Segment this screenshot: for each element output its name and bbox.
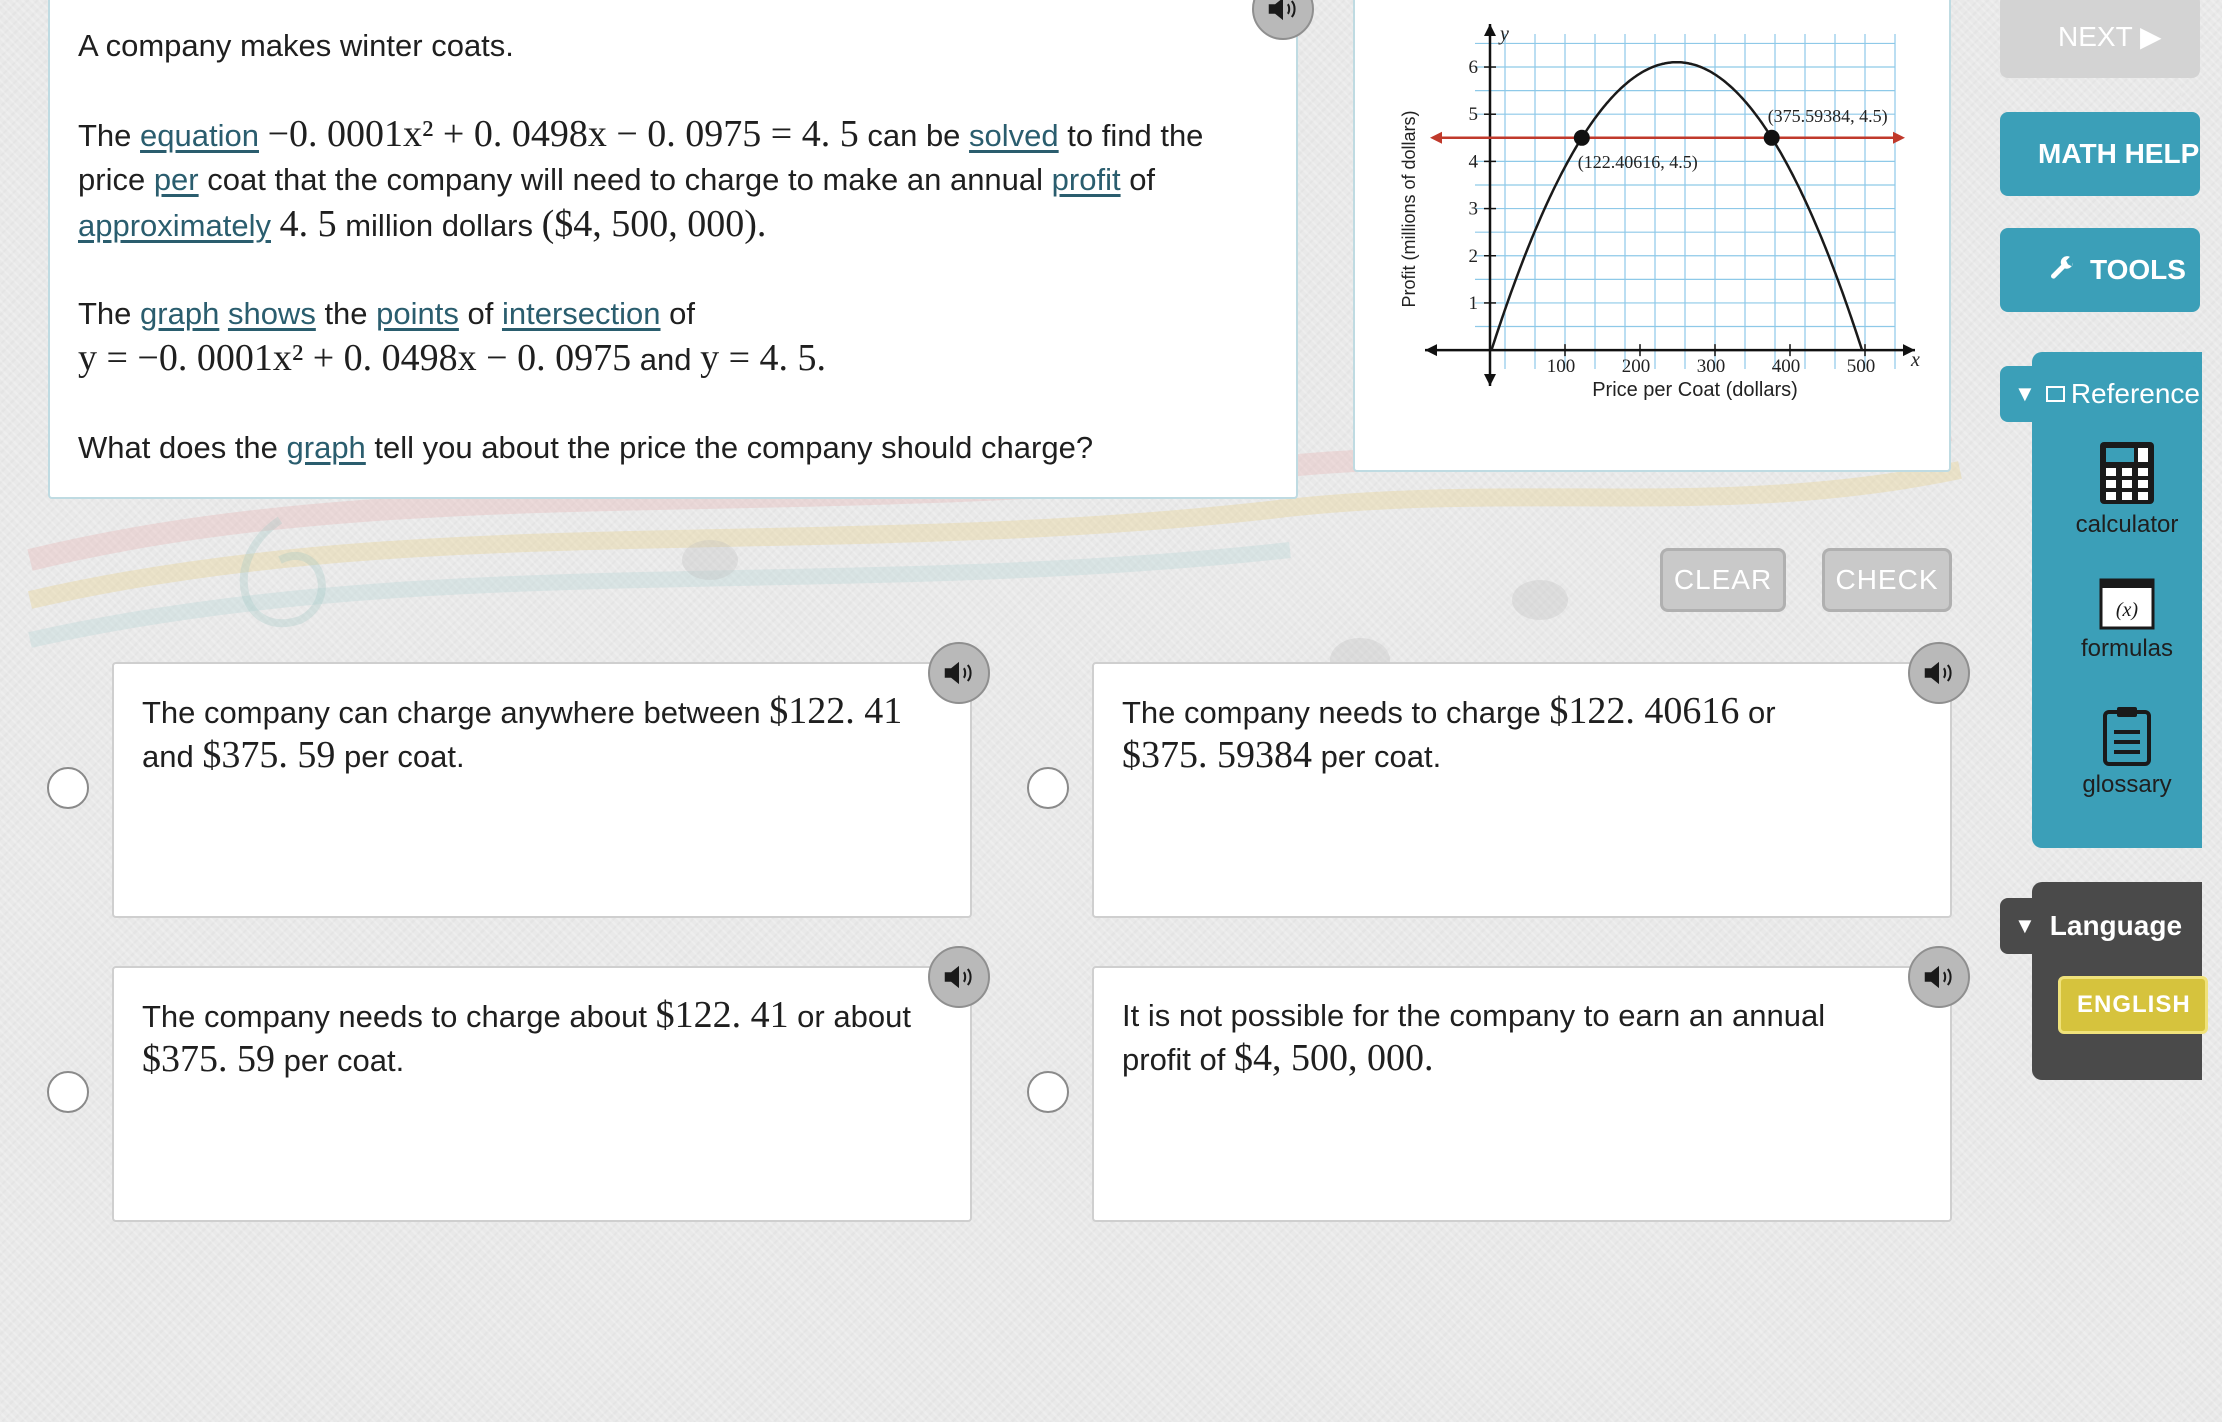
glossary-link-intersection[interactable]: intersection bbox=[501, 296, 661, 331]
choice-text-3-line2: $375. 59 per coat. bbox=[142, 1038, 405, 1080]
y-tick-label: 2 bbox=[1468, 245, 1478, 267]
choice-text-4-line2: profit of $4, 500, 000. bbox=[1122, 1037, 1434, 1079]
glossary-link-equation[interactable]: equation bbox=[140, 118, 259, 153]
reference-box-icon bbox=[2046, 386, 2065, 402]
choice-radio-4[interactable] bbox=[1027, 1071, 1069, 1113]
choice-2-audio-button[interactable] bbox=[1908, 642, 1970, 704]
x-tick-label: 300 bbox=[1696, 356, 1726, 378]
choice-radio-1[interactable] bbox=[47, 767, 89, 809]
speaker-icon bbox=[1920, 958, 1958, 996]
formulas-label: formulas bbox=[2080, 635, 2174, 662]
y-tick-label: 1 bbox=[1468, 292, 1478, 314]
glossary-link-graph-2[interactable]: graph bbox=[286, 430, 366, 465]
tools-button[interactable] bbox=[2000, 228, 2200, 312]
y-axis-arrow-bottom bbox=[1484, 374, 1496, 386]
question-prompt: What does the graph tell you about the price the company should charge? bbox=[78, 430, 1094, 465]
choice-4-audio-button[interactable] bbox=[1908, 946, 1970, 1008]
choice-radio-3[interactable] bbox=[47, 1071, 89, 1113]
choice-text-3-line1: The company needs to charge about $122. 41 or about bbox=[142, 994, 911, 1036]
glossary-link-per[interactable]: per bbox=[153, 162, 199, 197]
choice-card-3[interactable] bbox=[112, 966, 972, 1222]
y-tick-label: 3 bbox=[1468, 198, 1478, 220]
choice-text-2-line2: $375. 59384 per coat. bbox=[1122, 734, 1442, 776]
triangle-down-icon: ▼ bbox=[2014, 381, 2036, 406]
math-help-button[interactable]: MATH HELP bbox=[2000, 112, 2200, 196]
tools-label: TOOLS bbox=[2090, 254, 2186, 285]
x-tick-label: 400 bbox=[1771, 356, 1801, 378]
choice-3-audio-button[interactable] bbox=[928, 946, 990, 1008]
line-math: y = 4. 5. bbox=[700, 337, 827, 379]
english-button[interactable]: ENGLISH bbox=[2058, 976, 2208, 1034]
question-paragraph-equation-line3: approximately 4. 5 million dollars ($4, 500, 000). bbox=[78, 203, 767, 245]
calculator-label: calculator bbox=[2075, 511, 2179, 538]
speaker-icon bbox=[1920, 654, 1958, 692]
x-axis-symbol: x bbox=[1911, 349, 1920, 372]
x-tick-label: 200 bbox=[1621, 356, 1651, 378]
calculator-icon bbox=[2098, 440, 2156, 506]
choice-1-audio-button[interactable] bbox=[928, 642, 990, 704]
graph-card bbox=[1353, 0, 1951, 472]
horizontal-line-arrow-left bbox=[1430, 132, 1442, 144]
intersection-point bbox=[1764, 130, 1780, 146]
choice-text-4-line1: It is not possible for the company to earn an annual bbox=[1122, 998, 1826, 1033]
y-axis-label: Profit (millions of dollars) bbox=[1399, 110, 1419, 308]
check-button[interactable]: CHECK bbox=[1822, 548, 1952, 612]
choice-card-2[interactable] bbox=[1092, 662, 1952, 918]
horizontal-line-arrow-right bbox=[1893, 132, 1905, 144]
function-math: y = −0. 0001x² + 0. 0498x − 0. 0975 bbox=[78, 337, 632, 379]
reference-label: Reference bbox=[2070, 378, 2200, 409]
question-paragraph-equation-line2: price per coat that the company will need to charge to make an annual profit of bbox=[78, 162, 1156, 197]
y-tick-label: 5 bbox=[1468, 104, 1478, 126]
question-paragraph-graph-line2: y = −0. 0001x² + 0. 0498x − 0. 0975 and y = 4. 5. bbox=[78, 337, 827, 379]
x-tick-label: 100 bbox=[1546, 356, 1576, 378]
triangle-down-icon: ▼ bbox=[2014, 913, 2036, 938]
choice-radio-2[interactable] bbox=[1027, 767, 1069, 809]
intersection-point-label: (122.40616, 4.5) bbox=[1577, 151, 1698, 172]
speaker-icon bbox=[940, 654, 978, 692]
question-card bbox=[48, 0, 1298, 499]
equation-math: −0. 0001x² + 0. 0498x − 0. 0975 = 4. 5 bbox=[267, 113, 859, 155]
speaker-icon bbox=[1264, 0, 1302, 28]
glossary-link-graph[interactable]: graph bbox=[140, 296, 220, 331]
choice-card-1[interactable] bbox=[112, 662, 972, 918]
x-axis-arrow-left bbox=[1425, 344, 1437, 356]
profit-graph bbox=[1355, 0, 1953, 474]
x-axis-label: Price per Coat (dollars) bbox=[1592, 379, 1798, 402]
question-paragraph-graph-line1: The graph shows the points of intersection of bbox=[78, 296, 695, 331]
intersection-point bbox=[1574, 130, 1590, 146]
formulas-icon-text: (x) bbox=[2115, 599, 2139, 621]
y-axis-arrow bbox=[1484, 24, 1496, 36]
formulas-icon bbox=[2099, 578, 2155, 630]
choice-text-1-line2: and $375. 59 per coat. bbox=[142, 734, 465, 776]
y-axis-symbol: y bbox=[1500, 23, 1509, 45]
question-intro: A company makes winter coats. bbox=[78, 28, 514, 63]
calculator-button[interactable] bbox=[2032, 440, 2222, 539]
language-toggle[interactable] bbox=[2000, 898, 2200, 954]
glossary-link-solved[interactable]: solved bbox=[969, 118, 1059, 153]
glossary-label: glossary bbox=[2082, 771, 2172, 798]
wrench-icon bbox=[2048, 255, 2078, 285]
choice-card-4[interactable] bbox=[1092, 966, 1952, 1222]
clipboard-icon bbox=[2101, 704, 2153, 766]
speaker-icon bbox=[940, 958, 978, 996]
glossary-link-profit[interactable]: profit bbox=[1051, 162, 1121, 197]
language-label: Language bbox=[2049, 910, 2183, 941]
x-tick-label: 500 bbox=[1846, 356, 1876, 378]
profit-dollars-math: ($4, 500, 000). bbox=[541, 203, 767, 245]
glossary-link-points[interactable]: points bbox=[376, 296, 459, 331]
glossary-link-approximately[interactable]: approximately bbox=[78, 208, 271, 243]
y-tick-label: 6 bbox=[1468, 57, 1478, 79]
glossary-button[interactable] bbox=[2032, 704, 2222, 799]
formulas-button[interactable] bbox=[2032, 578, 2222, 663]
profit-value-math: 4. 5 bbox=[279, 203, 337, 245]
next-button[interactable]: NEXT ▶ bbox=[2000, 0, 2200, 78]
intersection-point-label: (375.59384, 4.5) bbox=[1767, 105, 1888, 126]
question-paragraph-equation-line1: The equation −0. 0001x² + 0. 0498x − 0. 0975 = 4. 5 can be solved to find the bbox=[78, 113, 1204, 155]
choice-text-1-line1: The company can charge anywhere between $122. 41 bbox=[142, 690, 903, 732]
y-tick-label: 4 bbox=[1468, 151, 1478, 173]
glossary-link-shows[interactable]: shows bbox=[227, 296, 316, 331]
clear-button[interactable]: CLEAR bbox=[1660, 548, 1786, 612]
reference-toggle[interactable] bbox=[2000, 366, 2200, 422]
choice-text-2-line1: The company needs to charge $122. 40616 or bbox=[1122, 690, 1776, 732]
